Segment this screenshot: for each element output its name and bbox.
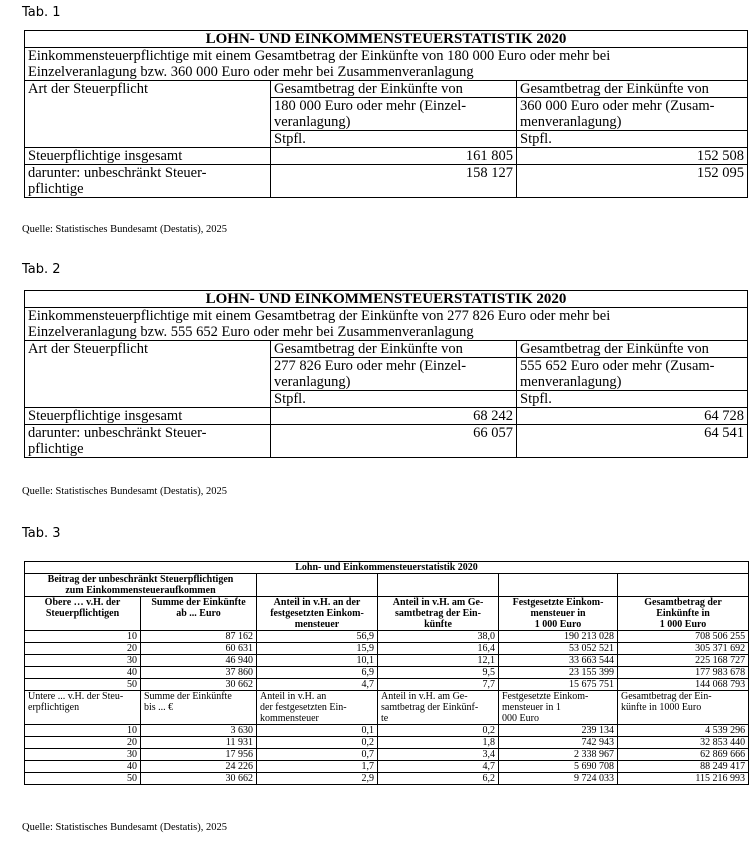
tab3-header-line: mensteuer in xyxy=(530,608,586,619)
table-cell: 7,7 xyxy=(378,679,499,691)
tab3-header-line: ab ... Euro xyxy=(176,608,221,619)
tab3-header-row xyxy=(25,597,749,631)
tab2-row1-v1: 68 242 xyxy=(271,408,517,425)
table-cell: 6,2 xyxy=(378,773,499,785)
table-cell: 4,7 xyxy=(257,679,378,691)
table-cell: 88 249 417 xyxy=(618,761,749,773)
tab2-col3-head-line3: menveranlagung) xyxy=(520,374,622,390)
tab1-row1-v2: 152 508 xyxy=(517,148,748,165)
table-cell: 56,9 xyxy=(257,631,378,643)
tab3-header-line: Anteil in v.H. am Ge- xyxy=(392,597,484,608)
table-cell: 46 940 xyxy=(141,655,257,667)
table-cell: 9 724 033 xyxy=(499,773,618,785)
table-cell: 1,8 xyxy=(378,737,499,749)
tab2-label: Tab. 2 xyxy=(22,262,61,277)
tab2-unit3: Stpfl. xyxy=(517,391,748,408)
table-cell: 5 690 708 xyxy=(499,761,618,773)
table-cell: 190 213 028 xyxy=(499,631,618,643)
tab1-table xyxy=(24,30,748,198)
tab1-unit-spacer xyxy=(25,131,271,148)
tab3-header-line: Gesamtbetrag der xyxy=(644,597,722,608)
table-row xyxy=(25,643,749,655)
table-cell: 40 xyxy=(25,667,141,679)
table-row xyxy=(25,631,749,643)
tab2-col3-head-line2: 555 652 Euro oder mehr (Zusam- xyxy=(520,358,715,374)
tab3-header-line: 000 Euro xyxy=(502,713,539,724)
tab3-header-line: Summe der Einkünfte xyxy=(144,691,232,702)
tab2-row1-label: Steuerpflichtige insgesamt xyxy=(25,408,271,425)
table-cell: 15 675 751 xyxy=(499,679,618,691)
tab1-subtitle xyxy=(25,48,748,81)
table-cell: 3 630 xyxy=(141,725,257,737)
tab3-header-line: Festgesetzte Einkom- xyxy=(512,597,604,608)
tab3-header-line: bis ... € xyxy=(144,702,174,713)
tab2-source: Quelle: Statistisches Bundesamt (Destatis), 2025 xyxy=(22,486,228,497)
tab1-label: Tab. 1 xyxy=(22,5,61,20)
table-cell: 305 371 692 xyxy=(618,643,749,655)
tab2-unit2: Stpfl. xyxy=(271,391,517,408)
tab3-header-cell xyxy=(378,597,499,631)
tab3-header-line: künfte in 1000 Euro xyxy=(621,702,702,713)
table-cell: 11 931 xyxy=(141,737,257,749)
tab3-group-spacer xyxy=(378,574,499,597)
table-cell: 0,2 xyxy=(378,725,499,737)
table-cell: 9,5 xyxy=(378,667,499,679)
tab3-source: Quelle: Statistisches Bundesamt (Destatis), 2025 xyxy=(22,822,228,833)
tab2-title: LOHN- UND EINKOMMENSTEUERSTATISTIK 2020 xyxy=(25,291,748,308)
tab3-header-cell xyxy=(25,691,141,725)
tab3-header-line: erpflichtigen xyxy=(28,702,80,713)
table-row xyxy=(25,165,748,198)
tab2-col2-head-cont xyxy=(271,358,517,391)
tab3-header-line: Anteil in v.H. an der xyxy=(273,597,361,608)
tab1-source: Quelle: Statistisches Bundesamt (Destatis), 2025 xyxy=(22,224,228,235)
tab2-col2-head-line3: veranlagung) xyxy=(274,374,351,390)
tab3-header-line: Festgesetzte Einkom- xyxy=(502,691,589,702)
tab1-col-head-art-spacer xyxy=(25,98,271,131)
tab1-col3-head-line2: 360 000 Euro oder mehr (Zusam- xyxy=(520,98,715,114)
tab2-table xyxy=(24,290,748,458)
tab2-row2-label-line1: darunter: unbeschränkt Steuer- xyxy=(28,425,207,441)
tab3-group-spacer xyxy=(618,574,749,597)
table-cell: 32 853 440 xyxy=(618,737,749,749)
table-cell: 17 956 xyxy=(141,749,257,761)
table-cell: 1,7 xyxy=(257,761,378,773)
table-cell: 10 xyxy=(25,631,141,643)
tab3-header-line: kommensteuer xyxy=(260,713,319,724)
table-cell: 30 xyxy=(25,749,141,761)
table-row xyxy=(25,148,748,165)
table-cell: 0,2 xyxy=(257,737,378,749)
tab3-header-line: Einkünfte in xyxy=(656,608,710,619)
table-cell: 40 xyxy=(25,761,141,773)
table-cell: 50 xyxy=(25,773,141,785)
tab3-table xyxy=(24,561,749,785)
table-cell: 30 662 xyxy=(141,773,257,785)
tab3-header-line: Steuerpflichtigen xyxy=(45,608,120,619)
tab3-header-line: künfte xyxy=(424,619,452,630)
table-cell: 2,9 xyxy=(257,773,378,785)
tab3-header-line: samtbetrag der Einkünf- xyxy=(381,702,479,713)
tab2-col-head-art-spacer xyxy=(25,358,271,391)
tab3-header-row xyxy=(25,691,749,725)
tab3-header-line: Gesamtbetrag der Ein- xyxy=(621,691,712,702)
tab3-header-cell xyxy=(378,691,499,725)
tab2-col2-head xyxy=(271,341,517,358)
tab1-row2-v1: 158 127 xyxy=(271,165,517,198)
table-cell: 177 983 678 xyxy=(618,667,749,679)
tab3-header-cell xyxy=(499,597,618,631)
tab3-header-line: Anteil in v.H. am Ge- xyxy=(381,691,468,702)
tab3-header-line: mensteuer xyxy=(294,619,340,630)
tab1-row1-v1: 161 805 xyxy=(271,148,517,165)
tab3-header-cell xyxy=(618,691,749,725)
tab2-subtitle-line1: Einkommensteuerpflichtige mit einem Gesamtbetrag der Einkünfte von 277 826 Euro oder mehr bei xyxy=(28,308,611,324)
tab1-col3-head-line1: Gesamtbetrag der Einkünfte von xyxy=(520,81,709,97)
tab1-unit3: Stpfl. xyxy=(517,131,748,148)
tab3-header-line: samtbetrag der Ein- xyxy=(395,608,481,619)
table-cell: 24 226 xyxy=(141,761,257,773)
tab2-row2-v2: 64 541 xyxy=(517,425,748,458)
tab2-row2-label xyxy=(25,425,271,458)
tab1-col3-head-line3: menveranlagung) xyxy=(520,114,622,130)
tab3-header-line: 1 000 Euro xyxy=(659,619,707,630)
table-cell: 0,1 xyxy=(257,725,378,737)
tab1-col2-head-cont xyxy=(271,98,517,131)
tab3-group-spacer xyxy=(257,574,378,597)
tab1-col2-head-line2: 180 000 Euro oder mehr (Einzel- xyxy=(274,98,467,114)
tab1-col2-head-line3: veranlagung) xyxy=(274,114,351,130)
tab3-header-line: festgesetzten Einkom- xyxy=(270,608,364,619)
tab3-title: Lohn- und Einkommensteuerstatistik 2020 xyxy=(25,562,749,574)
table-row xyxy=(25,655,749,667)
table-cell: 20 xyxy=(25,643,141,655)
tab2-col2-head-line2: 277 826 Euro oder mehr (Einzel- xyxy=(274,358,467,374)
tab1-row2-v2: 152 095 xyxy=(517,165,748,198)
table-cell: 20 xyxy=(25,737,141,749)
table-cell: 62 869 666 xyxy=(618,749,749,761)
table-row xyxy=(25,425,748,458)
table-cell: 23 155 399 xyxy=(499,667,618,679)
table-cell: 115 216 993 xyxy=(618,773,749,785)
table-cell: 708 506 255 xyxy=(618,631,749,643)
table-cell: 33 663 544 xyxy=(499,655,618,667)
table-cell: 239 134 xyxy=(499,725,618,737)
tab3-header-cell xyxy=(257,597,378,631)
tab3-label: Tab. 3 xyxy=(22,526,61,541)
tab1-col-head-art: Art der Steuerpflicht xyxy=(25,81,271,98)
table-cell: 37 860 xyxy=(141,667,257,679)
tab3-header-cell xyxy=(25,597,141,631)
tab3-group-head xyxy=(25,574,257,597)
table-cell: 12,1 xyxy=(378,655,499,667)
table-cell: 6,9 xyxy=(257,667,378,679)
tab2-col3-head-line1: Gesamtbetrag der Einkünfte von xyxy=(520,341,709,357)
tab2-row1-v2: 64 728 xyxy=(517,408,748,425)
table-row xyxy=(25,725,749,737)
table-cell: 144 068 793 xyxy=(618,679,749,691)
table-row xyxy=(25,749,749,761)
table-cell: 87 162 xyxy=(141,631,257,643)
tab3-header-line: Anteil in v.H. an xyxy=(260,691,327,702)
table-cell: 0,7 xyxy=(257,749,378,761)
tab3-header-line: mensteuer in 1 xyxy=(502,702,561,713)
table-cell: 16,4 xyxy=(378,643,499,655)
tab2-subtitle xyxy=(25,308,748,341)
table-cell: 742 943 xyxy=(499,737,618,749)
tab3-header-line: Summe der Einkünfte xyxy=(151,597,246,608)
tab1-subtitle-line1: Einkommensteuerpflichtige mit einem Gesamtbetrag der Einkünfte von 180 000 Euro oder mehr bei xyxy=(28,48,611,64)
table-cell: 60 631 xyxy=(141,643,257,655)
tab3-header-cell xyxy=(257,691,378,725)
tab3-header-cell xyxy=(141,691,257,725)
tab3-header-cell xyxy=(499,691,618,725)
table-cell: 10,1 xyxy=(257,655,378,667)
tab2-row2-label-line2: pflichtige xyxy=(28,441,84,457)
table-row xyxy=(25,408,748,425)
tab1-row1-label: Steuerpflichtige insgesamt xyxy=(25,148,271,165)
tab3-group-spacer xyxy=(499,574,618,597)
tab2-col3-head-cont xyxy=(517,358,748,391)
tab1-row2-label-line2: pflichtige xyxy=(28,181,84,197)
table-row xyxy=(25,761,749,773)
tab1-row2-label xyxy=(25,165,271,198)
table-row xyxy=(25,737,749,749)
tab1-title: LOHN- UND EINKOMMENSTEUERSTATISTIK 2020 xyxy=(25,31,748,48)
table-row xyxy=(25,679,749,691)
table-cell: 2 338 967 xyxy=(499,749,618,761)
table-cell: 30 662 xyxy=(141,679,257,691)
tab2-row2-v1: 66 057 xyxy=(271,425,517,458)
table-cell: 53 052 521 xyxy=(499,643,618,655)
table-cell: 225 168 727 xyxy=(618,655,749,667)
table-cell: 3,4 xyxy=(378,749,499,761)
tab1-unit2: Stpfl. xyxy=(271,131,517,148)
table-row xyxy=(25,667,749,679)
tab1-subtitle-line2: Einzelveranlagung bzw. 360 000 Euro oder mehr bei Zusammenveranlagung xyxy=(28,64,474,80)
tab3-group-head-line2: zum Einkommensteueraufkommen xyxy=(65,585,216,596)
table-cell: 4 539 296 xyxy=(618,725,749,737)
tab1-row2-label-line1: darunter: unbeschränkt Steuer- xyxy=(28,165,207,181)
tab3-group-head-line1: Beitrag der unbeschränkt Steuerpflichtigen xyxy=(47,574,234,585)
tab2-col-head-art: Art der Steuerpflicht xyxy=(25,341,271,358)
tab3-header-line: Obere … v.H. der xyxy=(44,597,121,608)
tab2-col2-head-line1: Gesamtbetrag der Einkünfte von xyxy=(274,341,463,357)
tab2-col3-head xyxy=(517,341,748,358)
tab3-header-cell xyxy=(141,597,257,631)
table-cell: 30 xyxy=(25,655,141,667)
tab1-col2-head-line1: Gesamtbetrag der Einkünfte von xyxy=(274,81,463,97)
tab2-subtitle-line2: Einzelveranlagung bzw. 555 652 Euro oder mehr bei Zusammenveranlagung xyxy=(28,324,474,340)
table-cell: 50 xyxy=(25,679,141,691)
tab3-header-cell xyxy=(618,597,749,631)
tab1-col3-head-cont xyxy=(517,98,748,131)
tab3-header-line: te xyxy=(381,713,389,724)
tab3-header-line: Untere ... v.H. der Steu- xyxy=(28,691,124,702)
tab3-header-line: 1 000 Euro xyxy=(534,619,582,630)
tab2-unit-spacer xyxy=(25,391,271,408)
table-cell: 15,9 xyxy=(257,643,378,655)
tab3-header-line: der festgesetzten Ein- xyxy=(260,702,347,713)
table-cell: 10 xyxy=(25,725,141,737)
table-row xyxy=(25,773,749,785)
table-cell: 38,0 xyxy=(378,631,499,643)
table-cell: 4,7 xyxy=(378,761,499,773)
tab1-col3-head xyxy=(517,81,748,98)
tab1-col2-head xyxy=(271,81,517,98)
